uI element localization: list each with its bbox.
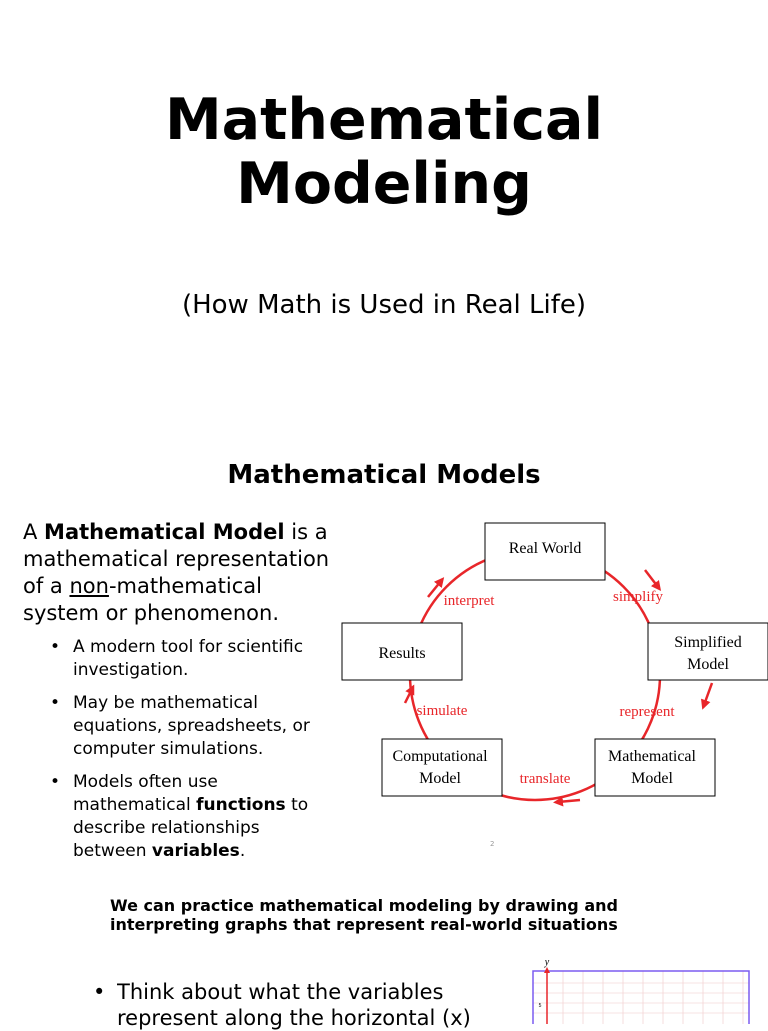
node-real-world xyxy=(485,523,605,580)
modeling-cycle-diagram xyxy=(340,515,768,820)
bullet-text: between xyxy=(73,841,152,861)
bold-term: functions xyxy=(196,795,286,815)
coordinate-grid xyxy=(525,955,768,1024)
bullet-text: . xyxy=(239,841,246,861)
edge-label-translate: translate xyxy=(519,771,571,787)
node-label: Mathematical xyxy=(608,748,696,765)
bullet-line: • Think about what the variables xyxy=(117,980,444,1004)
node-computational-model xyxy=(382,739,502,796)
edge-label-represent: represent xyxy=(619,704,675,720)
y-axis-label: y xyxy=(544,957,550,968)
slide-subtitle: (How Math is Used in Real Life) xyxy=(181,290,587,320)
bullet-line: • May be mathematical xyxy=(73,693,258,713)
bullet-line: describe relationships xyxy=(73,818,260,838)
node-label: Simplified xyxy=(674,634,742,651)
node-mathematical-model xyxy=(595,739,715,796)
definition-line-3 xyxy=(23,573,343,600)
tick-label: 5 xyxy=(538,1003,542,1009)
bullet-item xyxy=(50,692,345,761)
grid-lines xyxy=(533,971,749,1024)
bullet-line xyxy=(73,840,345,863)
edge-label-simulate: simulate xyxy=(416,703,468,719)
title-line-2: Modeling xyxy=(236,151,532,217)
arrow-represent xyxy=(704,683,712,705)
underlined-word: non xyxy=(69,574,109,598)
edge-label-simplify: simplify xyxy=(612,589,664,605)
definition-text: -mathematical xyxy=(108,574,262,598)
definition-text: is a xyxy=(284,520,328,544)
node-label: Model xyxy=(631,770,673,787)
grid-frame xyxy=(533,971,749,1024)
arrow-translate xyxy=(558,800,580,802)
bullet-line: • A modern tool for scientific xyxy=(73,637,304,657)
definition-term: Mathematical Model xyxy=(44,520,285,544)
definition-line-1 xyxy=(23,519,343,546)
node-label: Model xyxy=(419,770,461,787)
node-results xyxy=(342,623,462,680)
node-label: Model xyxy=(687,656,729,673)
slide-number: 2 xyxy=(490,840,495,848)
bullet-line: equations, spreadsheets, or xyxy=(73,716,310,736)
bullet-text: mathematical xyxy=(73,795,197,815)
bullet-line xyxy=(73,794,345,817)
arrow-simplify xyxy=(645,570,658,587)
bullet-text: to xyxy=(285,795,309,815)
bold-term: variables xyxy=(151,841,240,861)
node-label: Results xyxy=(378,645,426,662)
slide3-title-line-1: We can practice mathematical modeling by drawing and xyxy=(110,896,618,915)
node-label: Real World xyxy=(508,540,582,557)
slide3-title-line-2: interpreting graphs that represent real-world situations xyxy=(110,915,618,934)
title-line-1: Mathematical xyxy=(164,87,604,153)
edge-label-interpret: interpret xyxy=(443,593,495,609)
bullet-line: investigation. xyxy=(73,660,189,680)
bullet-line: • Models often use xyxy=(73,772,218,792)
bullet-item xyxy=(93,979,523,1031)
bullet-item xyxy=(50,636,345,682)
definition-line-4: system or phenomenon. xyxy=(23,601,279,625)
bullet-line: computer simulations. xyxy=(73,739,264,759)
definition-line-2: mathematical representation xyxy=(23,547,330,571)
definition-text: A xyxy=(23,520,45,544)
slide3-bullet-list xyxy=(93,979,523,1031)
bullet-line: represent along the horizontal (x) xyxy=(117,1006,471,1030)
definition-text: of a xyxy=(23,574,70,598)
node-simplified-model xyxy=(648,623,768,680)
definition-paragraph xyxy=(23,519,343,627)
bullet-item xyxy=(50,771,345,863)
slide3-title xyxy=(110,896,710,934)
section-title: Mathematical Models xyxy=(227,460,541,490)
bullet-list xyxy=(50,636,345,873)
node-label: Computational xyxy=(392,748,488,765)
slide-title xyxy=(0,88,768,216)
